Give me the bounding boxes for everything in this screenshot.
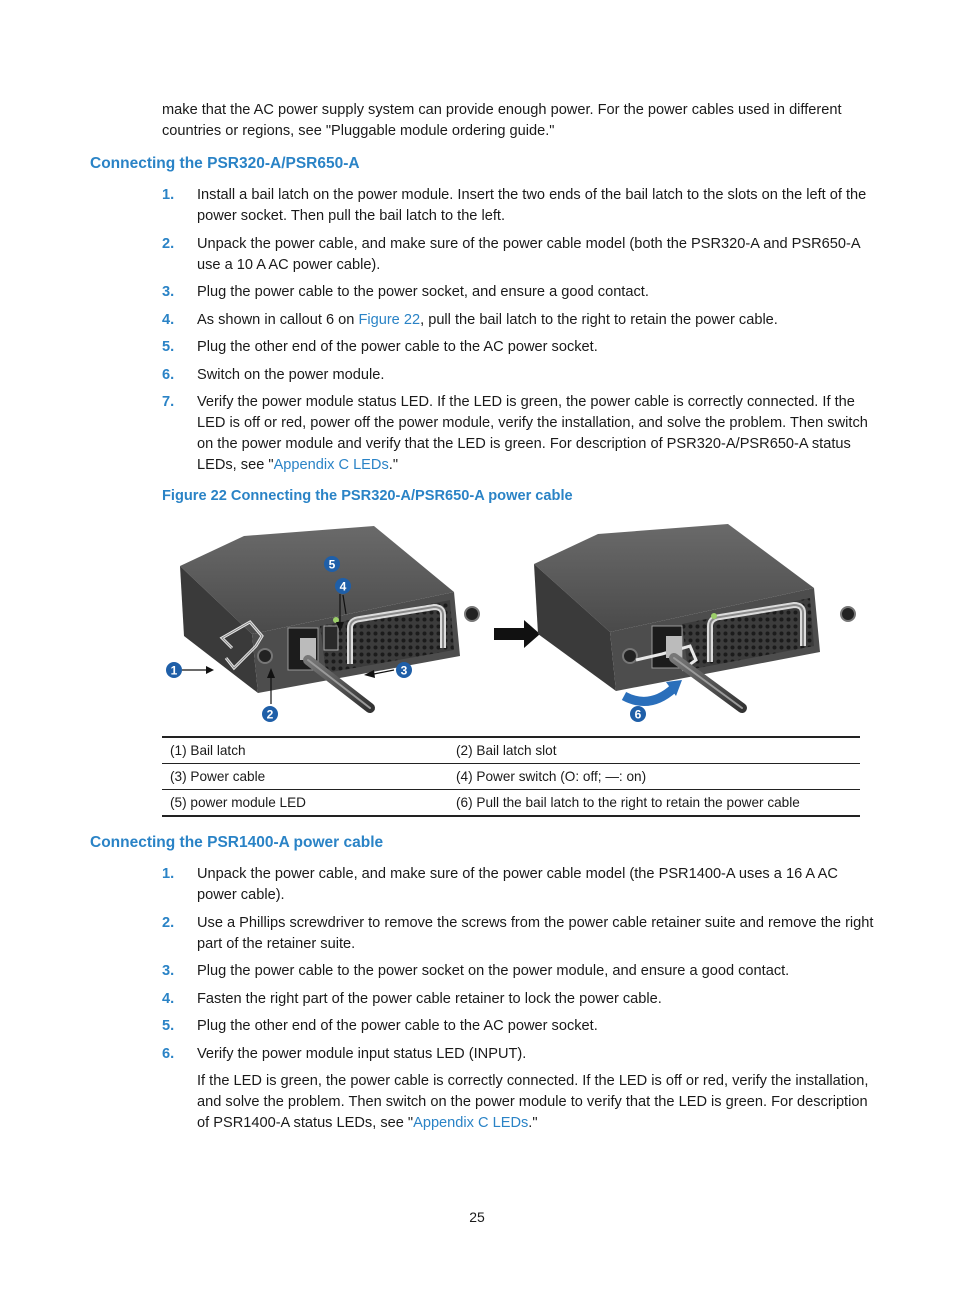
callout-4 — [335, 578, 351, 594]
list-item — [162, 864, 874, 906]
callout-label: 3 — [400, 663, 408, 678]
table-row — [162, 790, 860, 817]
table-row — [162, 737, 860, 764]
page-number: 25 — [469, 1209, 485, 1225]
callout-label: 4 — [339, 579, 347, 594]
steps-list-psr1400 — [162, 864, 874, 1071]
callout-label: 1 — [170, 663, 178, 678]
section-heading-psr320: Connecting the PSR320-A/PSR650-A — [90, 155, 360, 172]
step-number: 7. — [162, 394, 175, 410]
step-number: 5. — [162, 1018, 175, 1034]
power-module-before — [180, 526, 479, 708]
table-cell: (1) Bail latch — [162, 737, 448, 764]
note-text-pre: If the LED is green, the power cable is correctly connected. If the LED is off or red, verify the installation, and solve the problem. Then switch on the power module to verify that the LED is green. For description of PSR1400-A status LEDs, see " — [197, 1073, 869, 1131]
figure-caption: Figure 22 Connecting the PSR320-A/PSR650-A power cable — [162, 488, 573, 504]
table-cell: (3) Power cable — [162, 764, 448, 790]
table-cell: (6) Pull the bail latch to the right to retain the power cable — [448, 790, 860, 817]
power-module-after — [534, 524, 855, 708]
step-number: 1. — [162, 187, 175, 203]
step-text-pre: Verify the power module status LED. If the LED is green, the power cable is correctly connected. If the LED is off or red, power off the power module, verify the installation, and solve the problem. Then switch on the power module and verify that the LED is green. For description of PSR320-A/PSR650-A status LEDs, see " — [197, 394, 868, 473]
callout-label: 5 — [328, 557, 336, 572]
appendix-c-leds-link[interactable]: Appendix C LEDs — [273, 457, 389, 473]
list-item — [162, 337, 874, 358]
section-heading-psr1400: Connecting the PSR1400-A power cable — [90, 834, 384, 851]
led-note-paragraph — [197, 1071, 873, 1134]
list-item — [162, 310, 874, 331]
list-item — [162, 1044, 874, 1065]
step-number: 1. — [162, 866, 175, 882]
list-item — [162, 185, 874, 227]
table-cell: (4) Power switch (O: off; —: on) — [448, 764, 860, 790]
step-text-post: , pull the bail latch to the right to retain the power cable. — [420, 311, 778, 328]
appendix-c-leds-link-2[interactable]: Appendix C LEDs — [413, 1115, 529, 1131]
step-text-post: ." — [388, 457, 399, 473]
callout-2 — [262, 706, 278, 722]
table-cell: (2) Bail latch slot — [448, 737, 860, 764]
figure-22-link[interactable]: Figure 22 — [358, 311, 421, 328]
power-cable-illustration — [162, 518, 862, 730]
step-text: Plug the power cable to the power socket on the power module, and ensure a good contact. — [197, 963, 790, 979]
list-item — [162, 913, 874, 955]
list-item — [162, 234, 874, 276]
list-item — [162, 961, 874, 982]
step-number: 4. — [162, 990, 175, 1007]
transition-arrow — [494, 620, 540, 648]
step-text: Plug the power cable to the power socket, and ensure a good contact. — [197, 284, 649, 300]
step-text: Unpack the power cable, and make sure of the power cable model (the PSR1400-A uses a 16 A AC power cable). — [197, 866, 838, 903]
step-text: Unpack the power cable, and make sure of the power cable model (both the PSR320-A and PSR650-A use a 10 A AC power cable). — [197, 235, 860, 273]
step-text-pre: As shown in callout 6 on — [197, 311, 359, 328]
step-number: 6. — [162, 1045, 175, 1062]
step-text: Install a bail latch on the power module. Insert the two ends of the bail latch to the slots on the left of the power socket. Then pull the bail latch to the left. — [197, 187, 867, 224]
step-text: Switch on the power module. — [197, 366, 385, 383]
step-text: Fasten the right part of the power cable retainer to lock the power cable. — [197, 990, 662, 1007]
steps-list-psr320 — [162, 185, 874, 483]
step-text: Plug the other end of the power cable to the AC power socket. — [197, 1018, 598, 1034]
callout-5 — [324, 556, 340, 572]
step-number: 2. — [162, 914, 175, 931]
table-row — [162, 764, 860, 790]
list-item — [162, 1016, 874, 1037]
step-text: Verify the power module input status LED (INPUT). — [197, 1045, 527, 1062]
list-item — [162, 365, 874, 386]
callout-6 — [630, 706, 646, 722]
table-cell: (5) power module LED — [162, 790, 448, 817]
note-text-post: ." — [528, 1115, 538, 1131]
step-number: 5. — [162, 339, 175, 355]
intro-paragraph: make that the AC power supply system can provide enough power. For the power cables used in different countries or regions, see "Pluggable module ordering guide." — [162, 102, 842, 139]
step-number: 2. — [162, 235, 175, 252]
callout-3 — [396, 662, 412, 678]
step-text: Plug the other end of the power cable to the AC power socket. — [197, 339, 598, 355]
list-item — [162, 989, 874, 1010]
step-text: Use a Phillips screwdriver to remove the screws from the power cable retainer suite and remove the right part of the retainer suite. — [197, 914, 874, 952]
step-number: 6. — [162, 366, 175, 383]
callout-label: 2 — [266, 707, 274, 722]
step-number: 3. — [162, 284, 175, 300]
list-item — [162, 282, 874, 303]
figure-legend-table — [162, 736, 860, 817]
callout-label: 6 — [634, 707, 642, 722]
step-number: 4. — [162, 311, 175, 328]
step-number: 3. — [162, 963, 175, 979]
callout-1 — [166, 662, 182, 678]
list-item — [162, 392, 874, 476]
